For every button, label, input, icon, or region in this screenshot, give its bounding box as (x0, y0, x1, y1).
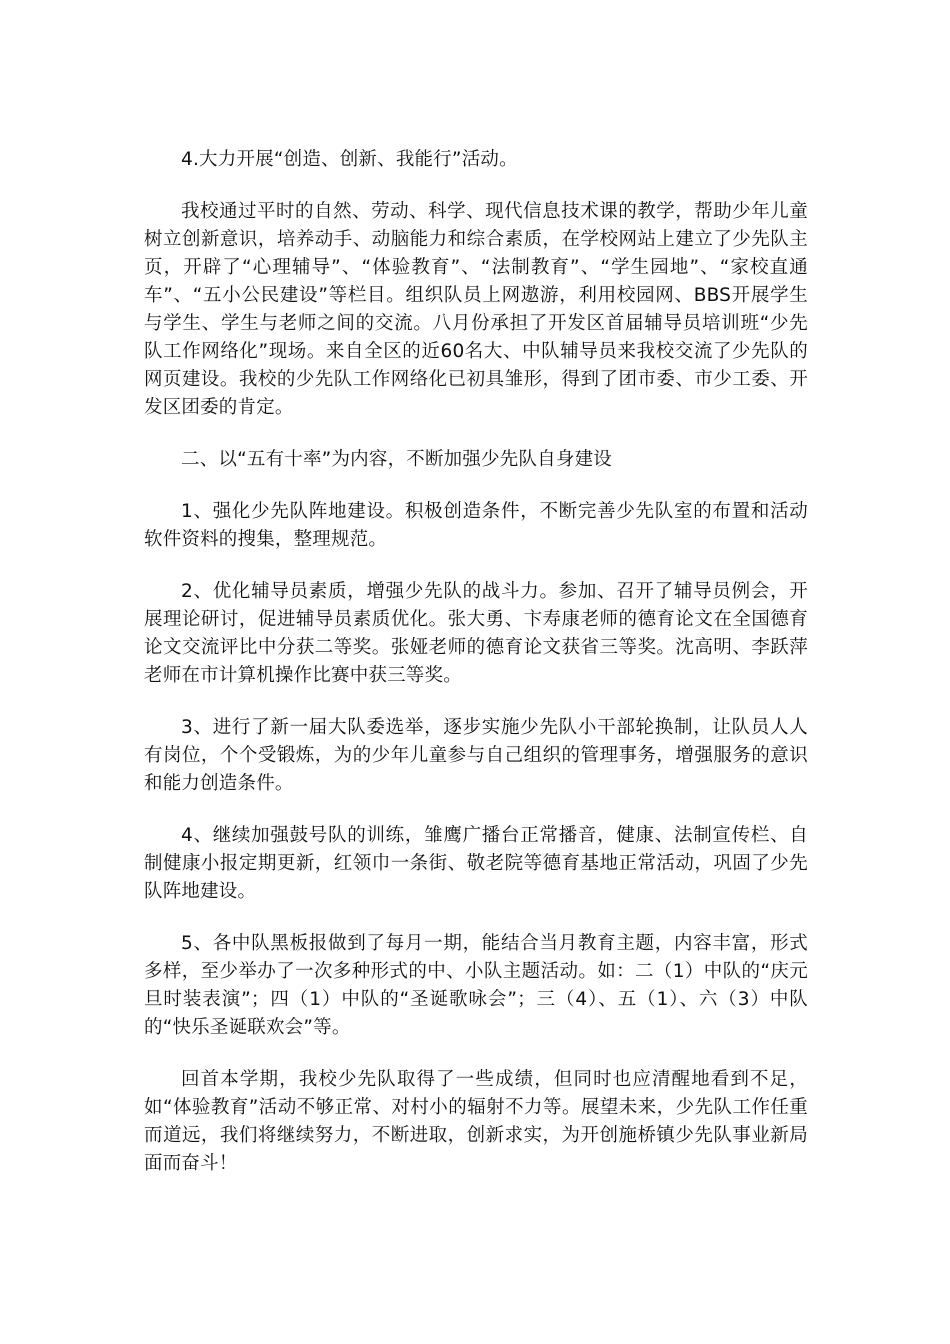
paragraph-item-3: 3、进行了新一届大队委选举，逐步实施少先队小干部轮换制，让队员人人有岗位，个个受锻炼，为的少年儿童参与自己组织的管理事务，增强服务的意识和能力创造条件。 (144, 717, 808, 794)
paragraph-item-4: 4、继续加强鼓号队的训练，雏鹰广播台正常播音，健康、法制宣传栏、自制健康小报定期更新，红领巾一条街、敬老院等德育基地正常活动，巩固了少先队阵地建设。 (144, 825, 808, 902)
section-heading-4: 4.大力开展“创造、创新、我能行”活动。 (181, 149, 518, 170)
paragraph-network: 我校通过平时的自然、劳动、科学、现代信息技术课的教学，帮助少年儿童树立创新意识，培养动手、动脑能力和综合素质，在学校网站上建立了少先队主页，开辟了“心理辅导”、“体验教育”、“法制教育”、“学生园地”、“家校直通车”、“五小公民建设”等栏目。组织队员上网遨游，利用校园网、BBS开展学生与学生、学生与老师之间的交流。八月份承担了开发区首届辅导员培训班“少先队工作网络化”现场。来自全区的近60名大、中队辅导员来我校交流了少先队的网页建设。我校的少先队工作网络化已初具雏形，得到了团市委、市少工委、开发区团委的肯定。 (144, 201, 808, 418)
paragraph-item-2: 2、优化辅导员素质，增强少先队的战斗力。参加、召开了辅导员例会，开展理论研讨，促进辅导员素质优化。张大勇、卞寿康老师的德育论文在全国德育论文交流评比中分获二等奖。张娅老师的德育论文获省三等奖。沈高明、李跃萍老师在市计算机操作比赛中获三等奖。 (144, 581, 808, 686)
section-heading-2: 二、以“五有十率”为内容，不断加强少先队自身建设 (181, 449, 612, 470)
paragraph-item-1: 1、强化少先队阵地建设。积极创造条件，不断完善少先队室的布置和活动软件资料的搜集，整理规范。 (144, 501, 808, 550)
paragraph-item-5: 5、各中队黑板报做到了每月一期，能结合当月教育主题，内容丰富，形式多样，至少举办了一次多种形式的中、小队主题活动。如：二（1）中队的“庆元旦时装表演”；四（1）中队的“圣诞歌咏会”；三（4）、五（1）、六（3）中队的“快乐圣诞联欢会”等。 (144, 933, 808, 1038)
paragraph-conclusion: 回首本学期，我校少先队取得了一些成绩，但同时也应清醒地看到不足，如“体验教育”活动不够正常、对村小的辐射不力等。展望未来，少先队工作任重而道远，我们将继续努力，不断进取，创新求实，为开创施桥镇少先队事业新局面而奋斗！ (144, 1069, 808, 1174)
document-body (144, 146, 808, 1202)
